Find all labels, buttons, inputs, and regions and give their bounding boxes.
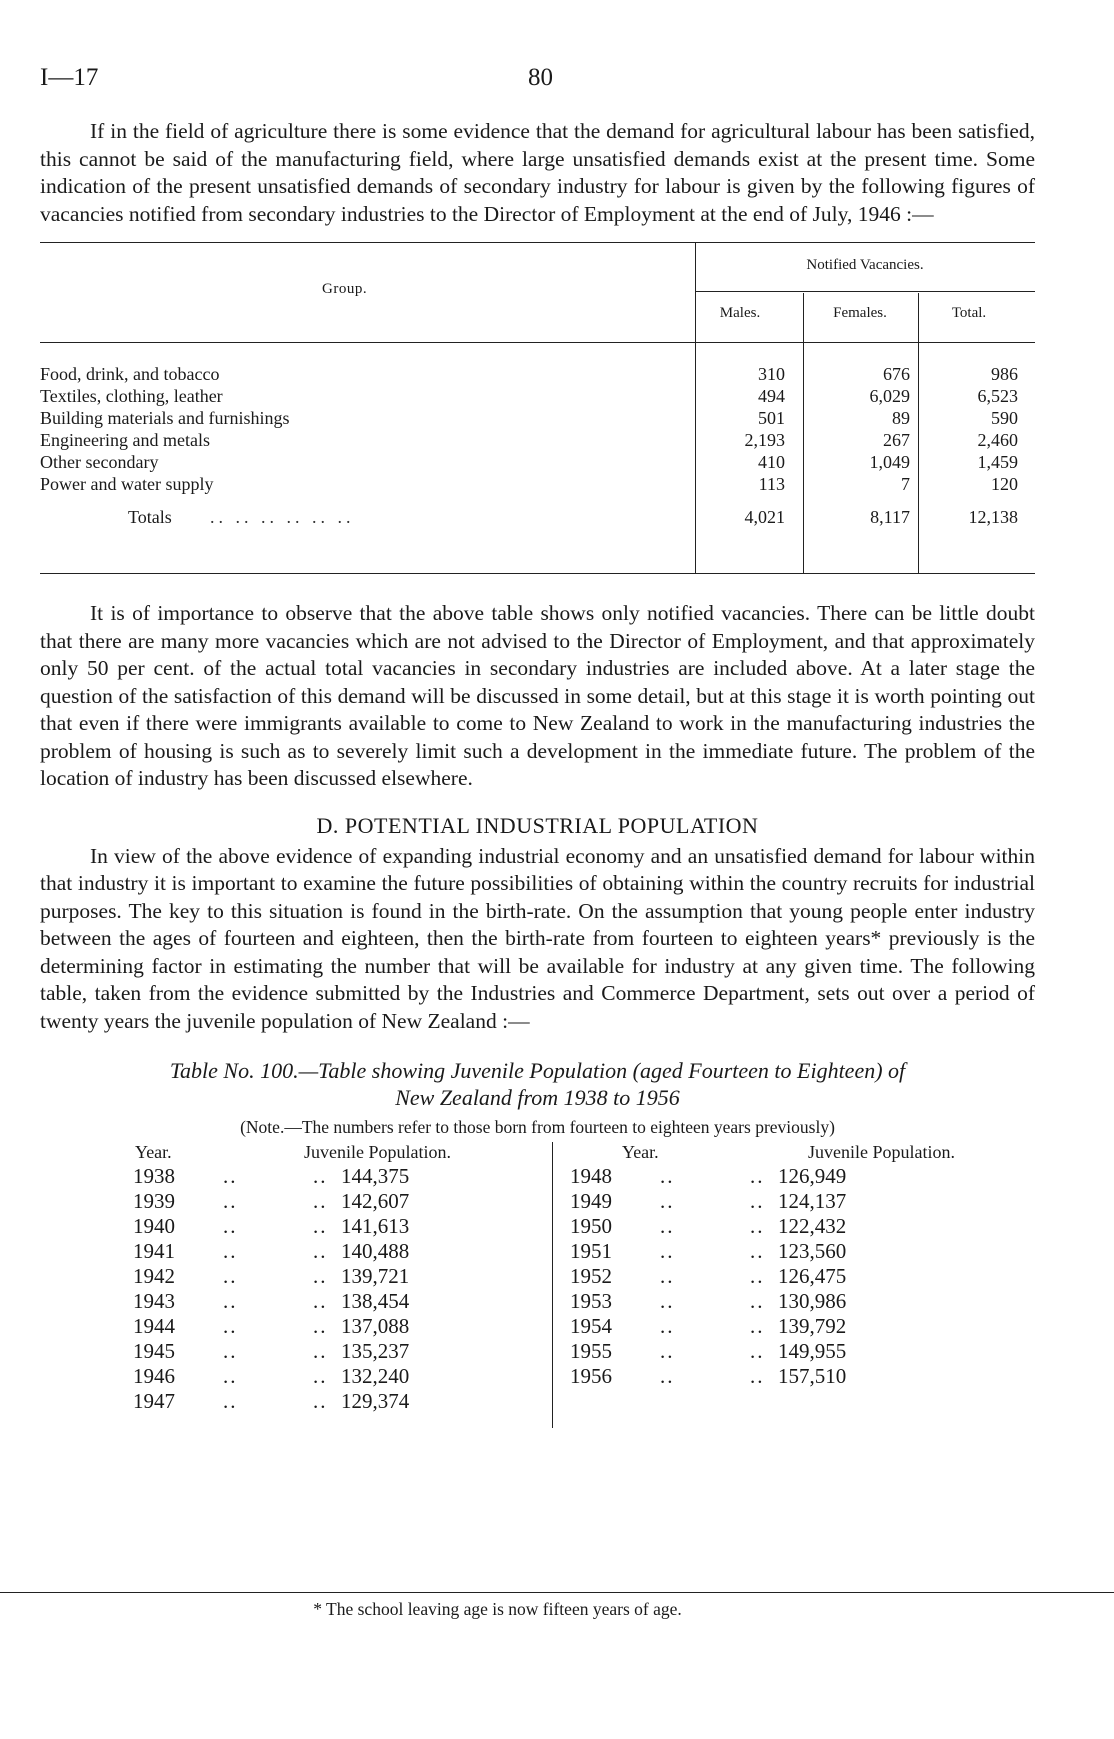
population-value: 140,488: [341, 1239, 410, 1263]
males-value: 113: [758, 474, 785, 494]
year-value: 1944: [133, 1314, 175, 1338]
leader-dots: ..: [223, 1364, 238, 1388]
population-value: 126,475: [778, 1264, 847, 1288]
population-value: 124,137: [778, 1189, 847, 1213]
leader-dots: ..: [750, 1289, 765, 1313]
year-value: 1953: [570, 1289, 612, 1313]
leader-dots: ..: [660, 1239, 675, 1263]
leader-dots: ..: [750, 1264, 765, 1288]
males-value: 494: [758, 386, 785, 406]
males-value: 2,193: [744, 430, 785, 450]
year-value: 1939: [133, 1189, 175, 1213]
year-value: 1949: [570, 1189, 612, 1213]
total-value: 6,523: [977, 386, 1018, 406]
population-value: 135,237: [341, 1339, 410, 1363]
table-row: [40, 452, 1035, 474]
year-value: 1945: [133, 1339, 175, 1363]
leader-dots: ..: [660, 1264, 675, 1288]
vacancies-table: [40, 242, 1035, 574]
vacancies-table-header: [40, 243, 1035, 343]
totals-label: Totals: [128, 507, 172, 527]
group-label: Engineering and metals: [40, 430, 210, 450]
year-value: 1938: [133, 1164, 175, 1188]
leader-dots: ..: [750, 1339, 765, 1363]
leader-dots: ..: [223, 1264, 238, 1288]
year-value: 1955: [570, 1339, 612, 1363]
leader-dots: ..: [750, 1214, 765, 1238]
population-value: 157,510: [778, 1364, 847, 1388]
table-row: [40, 430, 1035, 452]
population-value: 139,792: [778, 1314, 847, 1338]
population-value: 144,375: [341, 1164, 410, 1188]
group-label: Other secondary: [40, 452, 159, 472]
population-value: 130,986: [778, 1289, 847, 1313]
leader-dots: ..: [223, 1164, 238, 1188]
totals-row: [40, 507, 1035, 529]
leader-dots: ..: [223, 1389, 238, 1413]
population-header-right: Juvenile Population.: [808, 1142, 955, 1162]
table-note: (Note.—The numbers refer to those born from fourteen to eighteen years previously): [240, 1117, 835, 1137]
group-label: Textiles, clothing, leather: [40, 386, 223, 406]
leader-dots: ..: [313, 1314, 328, 1338]
leader-dots: ..: [223, 1239, 238, 1263]
leader-dots: ..: [660, 1339, 675, 1363]
population-value: 129,374: [341, 1389, 410, 1413]
year-value: 1952: [570, 1264, 612, 1288]
group-label: Building materials and furnishings: [40, 408, 290, 428]
year-value: 1940: [133, 1214, 175, 1238]
females-value: 6,029: [869, 386, 910, 406]
total-value: 986: [991, 364, 1018, 384]
population-value: 138,454: [341, 1289, 410, 1313]
footnote: * The school leaving age is now fifteen years of age.: [313, 1599, 682, 1619]
group-column-header: Group.: [322, 281, 368, 297]
leader-dots: ..: [313, 1214, 328, 1238]
population-header-left: Juvenile Population.: [304, 1142, 451, 1162]
females-value: 7: [901, 474, 910, 494]
year-value: 1941: [133, 1239, 175, 1263]
column-divider: [552, 1142, 553, 1428]
intro-paragraph: If in the field of agriculture there is some evidence that the demand for agricultural labour has been satisfied, this cannot be said of the manufacturing field, where large unsatisfied demands exist at the present time. Some indication of the present unsatisfied demands of secondary industry for labour is given by the following figures of vacancies notified from secondary industries to the Director of Employment at the end of July, 1946 :—: [40, 119, 1035, 226]
females-value: 1,049: [869, 452, 910, 472]
year-value: 1948: [570, 1164, 612, 1188]
leader-dots: ..: [223, 1339, 238, 1363]
group-label: Food, drink, and tobacco: [40, 364, 220, 384]
leader-dots: ..: [313, 1389, 328, 1413]
leader-dots: ..: [660, 1214, 675, 1238]
leader-dots: ..: [660, 1289, 675, 1313]
document-code: I—17: [40, 64, 99, 91]
table-row: [40, 474, 1035, 496]
year-header-right: Year.: [622, 1142, 659, 1162]
leader-dots: ..: [313, 1189, 328, 1213]
population-value: 139,721: [341, 1264, 410, 1288]
year-value: 1943: [133, 1289, 175, 1313]
table-row: [40, 386, 1035, 408]
notified-vacancies-header: Notified Vacancies.: [806, 257, 924, 273]
males-value: 501: [758, 408, 785, 428]
header-subrule: [695, 291, 1035, 292]
population-value: 126,949: [778, 1164, 847, 1188]
totals-females: 8,117: [870, 507, 910, 527]
females-value: 676: [883, 364, 910, 384]
total-column-header: Total.: [951, 305, 987, 321]
leader-dots: ..: [660, 1364, 675, 1388]
males-value: 310: [758, 364, 785, 384]
males-value: 410: [758, 452, 785, 472]
population-value: 141,613: [341, 1214, 410, 1238]
population-value: 149,955: [778, 1339, 847, 1363]
total-value: 590: [991, 408, 1018, 428]
leader-dots: ..: [223, 1289, 238, 1313]
juvenile-population-table: [40, 1142, 1035, 1432]
leader-dots: .. .. .. .. .. ..: [210, 507, 355, 527]
total-value: 1,459: [977, 452, 1018, 472]
table-row: [40, 364, 1035, 386]
leader-dots: ..: [223, 1214, 238, 1238]
year-value: 1951: [570, 1239, 612, 1263]
leader-dots: ..: [660, 1314, 675, 1338]
totals-males: 4,021: [744, 507, 785, 527]
leader-dots: ..: [223, 1314, 238, 1338]
year-header-left: Year.: [135, 1142, 172, 1162]
leader-dots: ..: [313, 1164, 328, 1188]
document-page: [40, 64, 1035, 1432]
total-value: 2,460: [977, 430, 1018, 450]
leader-dots: ..: [223, 1189, 238, 1213]
leader-dots: ..: [313, 1239, 328, 1263]
year-value: 1954: [570, 1314, 612, 1338]
leader-dots: ..: [750, 1189, 765, 1213]
leader-dots: ..: [313, 1339, 328, 1363]
leader-dots: ..: [660, 1164, 675, 1188]
total-value: 120: [991, 474, 1018, 494]
population-value: 123,560: [778, 1239, 847, 1263]
year-value: 1947: [133, 1389, 175, 1413]
leader-dots: ..: [313, 1364, 328, 1388]
leader-dots: ..: [660, 1189, 675, 1213]
males-column-header: Males.: [719, 305, 761, 321]
year-value: 1956: [570, 1364, 612, 1388]
page-header: [40, 64, 1035, 118]
page-number: 80: [528, 64, 553, 91]
third-paragraph: In view of the above evidence of expanding industrial economy and an unsatisfied demand for labour within that industry it is important to examine the future possibilities of obtaining within the country recruits for industrial purposes. The key to this situation is found in the birth-rate. On the assumption that young people enter industry between the ages of fourteen and eighteen, then the birth-rate from fourteen to eighteen years* previously is the determining factor in estimating the number that will be available for industry at any given time. The following table, taken from the evidence submitted by the Industries and Commerce Department, sets out over a period of twenty years the juvenile population of New Zealand :—: [40, 843, 1035, 1033]
table-caption-line2: New Zealand from 1938 to 1956: [395, 1085, 680, 1110]
table-caption-line1: Table No. 100.—Table showing Juvenile Population (aged Fourteen to Eighteen) of: [169, 1058, 906, 1083]
females-value: 267: [883, 430, 910, 450]
year-value: 1946: [133, 1364, 175, 1388]
population-value: 132,240: [341, 1364, 410, 1388]
population-value: 142,607: [341, 1189, 410, 1213]
females-column-header: Females.: [833, 305, 887, 321]
year-value: 1950: [570, 1214, 612, 1238]
totals-total: 12,138: [968, 507, 1018, 527]
group-label: Power and water supply: [40, 474, 214, 494]
section-heading: D. POTENTIAL INDUSTRIAL POPULATION: [316, 812, 759, 838]
vacancies-rows: [40, 364, 1035, 496]
population-value: 122,432: [778, 1214, 847, 1238]
females-value: 89: [892, 408, 910, 428]
leader-dots: ..: [750, 1364, 765, 1388]
year-value: 1942: [133, 1264, 175, 1288]
leader-dots: ..: [313, 1289, 328, 1313]
table-row: [40, 408, 1035, 430]
population-value: 137,088: [341, 1314, 410, 1338]
leader-dots: ..: [750, 1314, 765, 1338]
leader-dots: ..: [750, 1164, 765, 1188]
leader-dots: ..: [313, 1264, 328, 1288]
leader-dots: ..: [750, 1239, 765, 1263]
second-paragraph: It is of importance to observe that the above table shows only notified vacancies. There can be little doubt that there are many more vacancies which are not advised to the Director of Employment, and that approximately only 50 per cent. of the actual total vacancies in secondary industries are included above. At a later stage the question of the satisfaction of this demand will be discussed in some detail, but at this stage it is worth pointing out that even if there were immigrants available to come to New Zealand to work in the manufacturing industries the problem of housing is such as to severely limit such a development in the immediate future. The problem of the location of industry has been discussed elsewhere.: [40, 601, 1035, 790]
footer-rule: [0, 1592, 1114, 1593]
table-caption: [40, 1057, 1035, 1111]
